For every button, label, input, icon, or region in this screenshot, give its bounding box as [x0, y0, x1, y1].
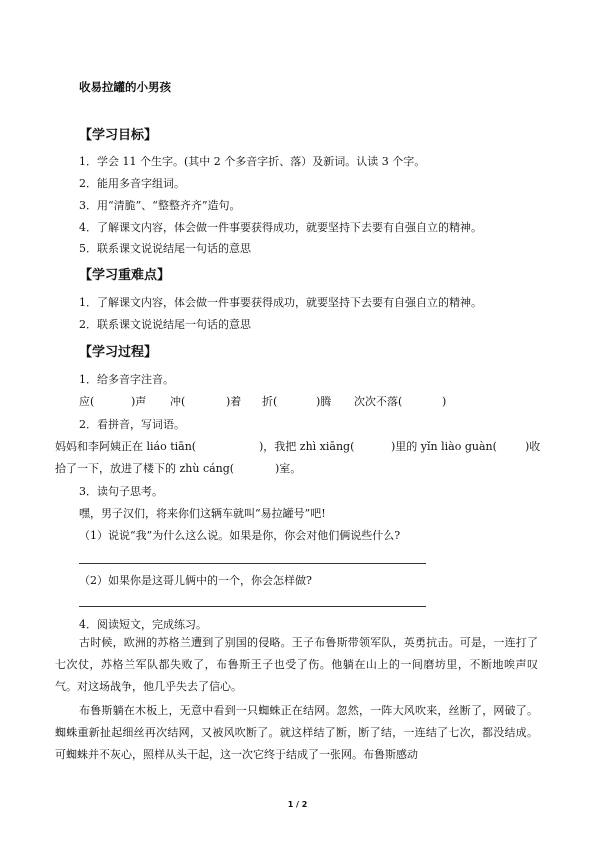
answer-line[interactable] — [79, 563, 426, 564]
pinyin-text: )，我把 zhì xiāng( — [259, 440, 355, 453]
question-3: 3．读句子思考。 — [79, 485, 163, 498]
page-number: 1 / 2 — [287, 800, 308, 809]
passage-paragraph: 古时候，欧洲的苏格兰遭到了别国的侵略。王子布鲁斯带领军队，英勇抗击。可是，一连打了七次仗，苏格兰军队都失败了，布鲁斯王子也受了伤。他躺在山上的一间磨坊里，不断地唉声叹气。对这场战争，他几乎失去了信心。 — [55, 636, 538, 694]
question-4: 4．阅读短文，完成练习。 — [79, 618, 207, 631]
pinyin-text: )室。 — [275, 462, 302, 475]
pinyin-text: )收 — [525, 440, 541, 453]
quote-sentence: 嘿，男子汉们，将来你们这辆车就叫“易拉罐号”吧! — [79, 507, 326, 520]
polyphone-item: )着 — [226, 395, 242, 408]
goal-item: 5．联系课文说说结尾一句话的意思 — [79, 242, 251, 255]
question-1: 1．给多音字注音。 — [79, 373, 174, 386]
key-point-item: 2．联系课文说说结尾一句话的意思 — [79, 318, 251, 331]
document-title: 收易拉罐的小男孩 — [79, 80, 171, 94]
polyphone-item: )声 — [131, 395, 147, 408]
goal-item: 4．了解课文内容，体会做一件事要获得成功，就要坚持下去要有自强自立的精神。 — [79, 221, 482, 234]
goal-item: 2．能用多音字组词。 — [79, 177, 185, 190]
sub-question-2: （2）如果你是这哥儿俩中的一个，你会怎样做? — [79, 574, 312, 587]
process-heading: 【学习过程】 — [79, 345, 158, 360]
polyphone-item: 折( — [262, 395, 278, 408]
sub-question-1: （1）说说“我”为什么这么说。如果是你，你会对他们俩说些什么? — [79, 529, 401, 542]
polyphone-item: )腾 — [316, 395, 332, 408]
key-point-item: 1．了解课文内容，体会做一件事要获得成功，就要坚持下去要有自强自立的精神。 — [79, 296, 482, 309]
goal-item: 3．用“清脆”、“整整齐齐”造句。 — [79, 199, 241, 212]
polyphone-item: ) — [442, 395, 447, 408]
goals-heading: 【学习目标】 — [79, 128, 158, 143]
question-2: 2．看拼音，写词语。 — [79, 418, 185, 431]
pinyin-text: 拾了一下，放进了楼下的 zhù cáng( — [55, 462, 235, 475]
goal-item: 1．学会 11 个生字。(其中 2 个多音字折、落）及新词。认读 3 个字。 — [79, 155, 426, 168]
passage-paragraph: 布鲁斯躺在木板上，无意中看到一只蜘蛛正在结网。忽然，一阵大风吹来，丝断了，网破了。蜘蛛重新扯起细丝再次结网，又被风吹断了。就这样结了断，断了结，一连结了七次，都没结成。可蜘蛛并不灰心，照样从头干起，这一次它终于结成了一张网。布鲁斯感动 — [55, 704, 538, 762]
pinyin-text: )里的 yǐn liào guàn( — [391, 440, 497, 453]
polyphone-item: 次次不落( — [354, 395, 403, 408]
polyphone-item: 应( — [79, 395, 95, 408]
key-points-heading: 【学习重难点】 — [79, 268, 171, 283]
answer-line[interactable] — [79, 606, 426, 607]
polyphone-item: 冲( — [170, 395, 186, 408]
pinyin-text: 妈妈和李阿姨正在 liáo tiān( — [55, 440, 197, 453]
